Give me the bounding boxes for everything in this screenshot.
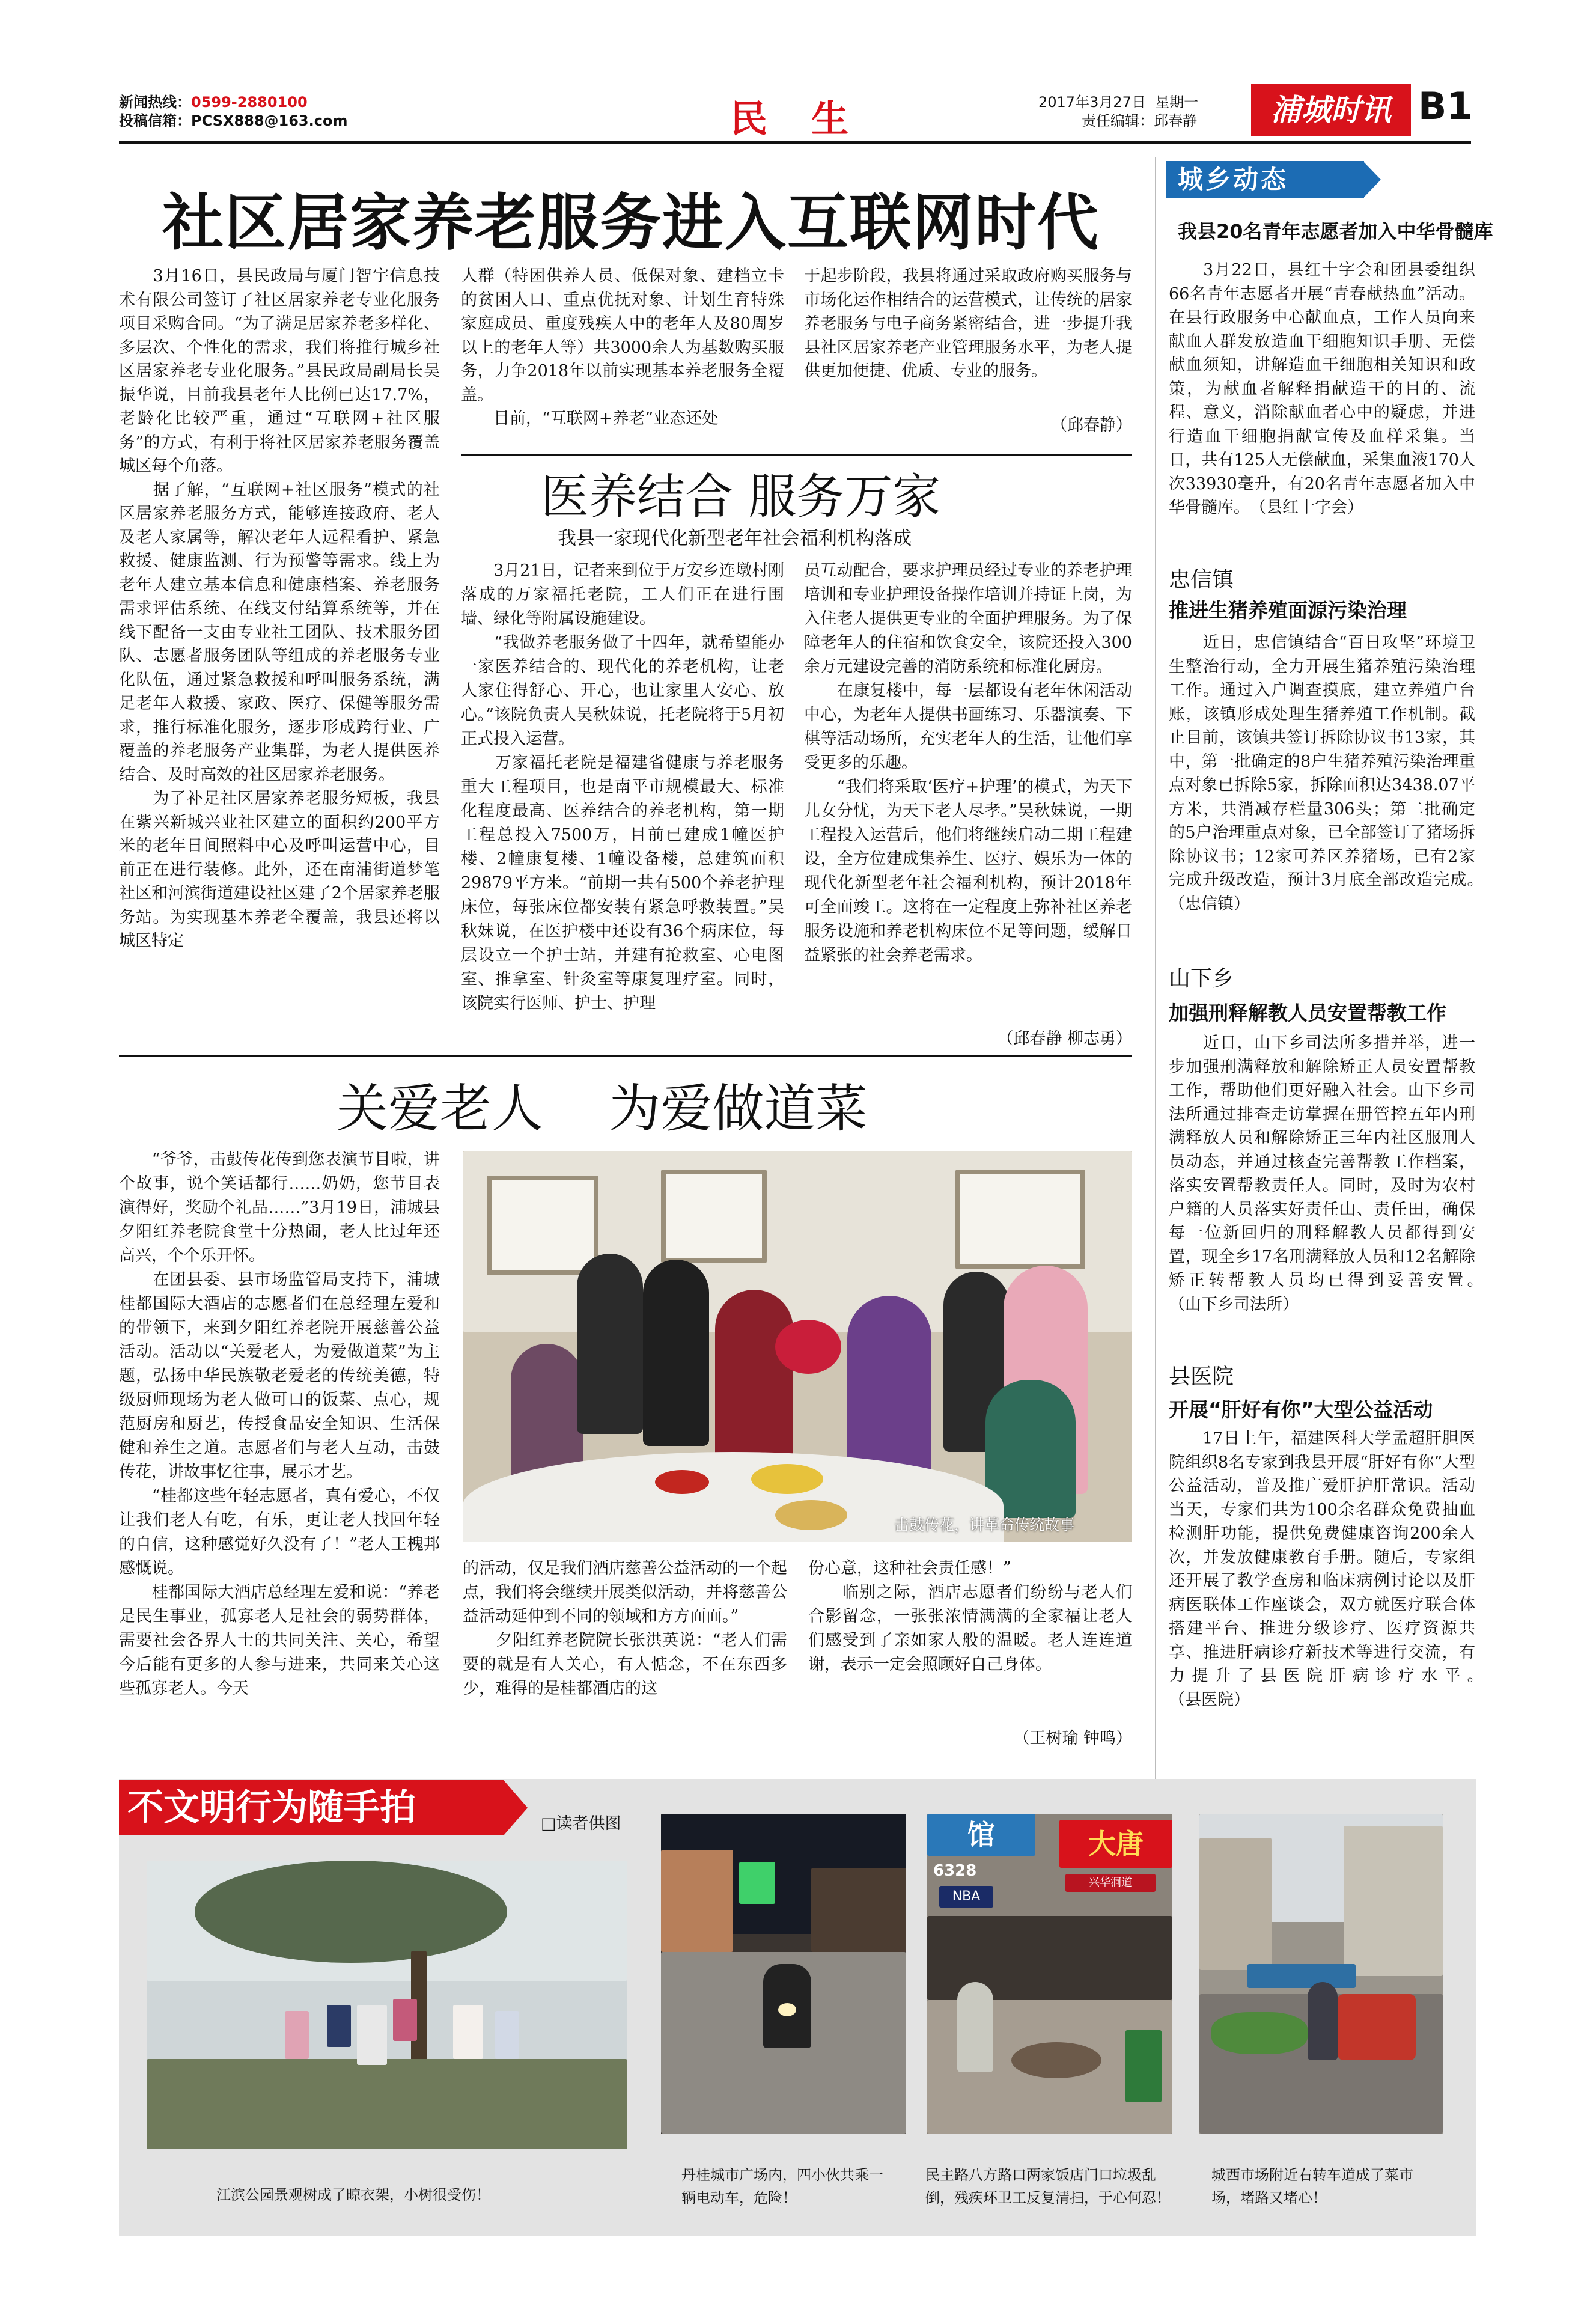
photo-night-square — [661, 1814, 906, 2134]
photo-night-square-caption: 丹桂城市广场内，四小伙共乘一辆电动车，危险！ — [681, 2167, 883, 2206]
article3-credit: （王树瑜 钟鸣） — [1013, 1729, 1132, 1748]
photo-window-mid — [661, 1170, 767, 1263]
sidebar-story1-body: 3月22日，县红十字会和团县委组织66名青年志愿者开展“青春献热血”活动。在县行政服务中心献血点，工作人员向来献血人群发放造血干细胞知识手册、无偿献血须知，讲解造血干细胞相关知识和政策，为献血者解释捐献造干的目的、流程、意义，消除献血者心中的疑虑，并进行造血干细胞捐献宣传及血样采集。当日，共有125人无偿献血，采集血液170人次33930毫升，有20名青年志愿者加入中华骨髓库。 （县红十字会） — [1169, 261, 1475, 517]
market-building-right — [1344, 1826, 1443, 1976]
article2-col2: 员互动配合，要求护理员经过专业的养老护理培训和专业护理设备操作培训并持证上岗，为入住老人提供更专业的全面护理服务。为了保障老年人的住宿和饮食安全，该院还投入300余万元建设完善的消防系统和标准化厨房。 在康复楼中，每一层都设有老年休闲活动中心，为老年人提供书画练习、乐器演奏、下棋等活动场所，充实老年人的生活，让他们享受更多的乐趣。 “我们将采取‘医疗+护理’的模式，为天下儿女分忧，为天下老人尽孝。”吴秋妹说，一期工程投入运营后，他们将继续启动二期工程建设，全方位建成集养生、医疗、娱乐为一体的现代化新型老年社会福利机构，预计2018年可全面竣工。这将在一定程度上弥补社区养老服务设施和养老机构床位不足等问题，缓解日益紧张的社会养老需求。 — [804, 561, 1132, 965]
article3-title: 关爱老人 为爱做道菜 — [337, 1079, 868, 1139]
shop-worker — [957, 1982, 993, 2072]
section-title: 民 生 — [730, 97, 855, 141]
hotline-number: 0599-2880100 — [191, 94, 308, 111]
weekday: 星期一 — [1155, 94, 1199, 111]
park-clothes-2 — [327, 2005, 351, 2047]
bottom-note: □读者供图 — [541, 1814, 621, 1833]
article1-col2: 人群（特困供养人员、低保对象、建档立卡的贫困人口、重点优抚对象、计划生育特殊家庭成员、重度残疾人中的老年人及80周岁以上的老年人等）共3000余人为基数购买服务，力争2018年以前实现基本养老服务全覆盖。 目前，“互联网+养老”业态还处 — [461, 267, 784, 428]
event-photo-caption: 击鼓传花，讲革命传统故事 — [894, 1516, 1075, 1534]
masthead-rule — [119, 141, 1471, 144]
market-canopy — [1247, 1964, 1356, 1988]
sidebar-story2-title: 推进生猪养殖面源污染治理 — [1169, 599, 1407, 622]
event-photo — [463, 1151, 1132, 1542]
shop-nba-sign: NBA — [939, 1886, 993, 1908]
article3-col1: “爷爷，击鼓传花传到您表演节目啦，讲个故事，说个笑话都行……奶奶，您节目表演得好，奖励个礼品……”3月19日，浦城县夕阳红养老院食堂十分热闹，老人比过年还高兴，个个乐开怀。 在团县委、县市场监管局支持下，浦城桂都国际大酒店的志愿者们在总经理左爱和的带领下，来到夕阳红养老院开展慈善公益活动。活动以“关爱老人，为爱做道菜”为主题，弘扬中华民族敬老爱老的传统美德，特级厨师现场为老人做可口的饭菜、点心，规范厨房和厨艺，传授食品安全知识、生活保健和养生之道。志愿者们与老人互动，击鼓传花，讲故事忆往事，展示才艺。 “桂都这些年轻志愿者，真有爱心，不仅让我们老人有吃，有乐，更让老人找回年轻的自信，这种感觉好久没有了！”老人王槐邦感慨说。 桂都国际大酒店总经理左爱和说：“养老是民生事业，孤寡老人是社会的弱势群体，需要社会各界人士的共同关注、关心，希望今后能有更多的人参与进来，共同来关心这些孤寡老人。今天 — [119, 1150, 440, 1698]
park-clothes-1 — [285, 2011, 309, 2059]
park-clothes-3 — [357, 2005, 387, 2065]
photo-restaurant-trash — [927, 1814, 1172, 2134]
email-label: 投稿信箱： — [119, 112, 191, 129]
market-person — [1308, 1982, 1338, 2060]
market-building-left — [1199, 1838, 1272, 1970]
photo-person-2 — [577, 1254, 643, 1434]
sidebar-story2-section: 忠信镇 — [1169, 567, 1234, 592]
night-building-2 — [811, 1868, 906, 1952]
sidebar-story3-body: 近日，山下乡司法所多措并举，进一步加强刑满释放和解除矫正人员安置帮教工作，帮助他们更好融入社会。山下乡司法所通过排查走访掌握在册管控五年内刑满释放人员和解除矫正三年内社区服刑人员动态，并通过核查完善帮教工作档案，落实安置帮教责任人。同时，及时为农村户籍的人员落实好责任山、责任田，确保每一位新回归的刑释解教人员都得到安置，现全乡17名刑满释放人员和12名解除矫正转帮教人员均已得到妥善安置。 （山下乡司法所） — [1169, 1034, 1524, 1314]
date-line — [1038, 90, 1198, 111]
photo-street-market-caption: 城西市场附近右转车道成了菜市场，堵路又堵心！ — [1211, 2167, 1413, 2206]
photo-person-5 — [847, 1296, 931, 1476]
shop-brand-sign: 兴华洞道 — [1065, 1874, 1156, 1892]
sidebar-header-tail — [1363, 161, 1381, 198]
sidebar-story1-title: 我县20名青年志愿者加入中华骨髓库 — [1178, 220, 1493, 243]
date: 2017年3月27日 — [1038, 94, 1146, 111]
sidebar-story3-section: 山下乡 — [1169, 966, 1234, 991]
article2-credit: （邱春静 柳志勇） — [997, 1029, 1132, 1048]
sidebar-story4-section: 县医院 — [1169, 1364, 1234, 1389]
column-divider-right — [1155, 157, 1156, 1780]
night-scooter-light — [778, 2003, 796, 2016]
photo-plate-snack — [775, 1500, 847, 1530]
shop-trash-pile — [1011, 2042, 1101, 2078]
article1-col1: 3月16日，县民政局与厦门智宇信息技术有限公司签订了社区居家养老专业化服务项目采购合同。“为了满足居家养老多样化、多层次、个性化的需求，我们将推行城乡社区居家养老专业化服务。”县民政局副局长吴振华说，目前我县老年人比例已达17.7%，老龄化比较严重，通过“互联网+社区服务”的方式，有利于将社区居家养老服务覆盖城区每个角落。 据了解，“互联网+社区服务”模式的社区居家养老服务方式，能够连接政府、老人及老人家属等，解决老年人远程看护、紧急救援、健康监测、行为预警等需求。线上为老年人建立基本信息和健康档案、养老服务需求评估系统、在线支付结算系统等，并在线下配备一支由专业社工团队、技术服务团队、志愿者服务团队等组成的养老服务专业化队伍，通过紧急救援和呼叫服务系统，满足老年人救援、家政、医疗、保健等服务需求，推行标准化服务，逐步形成跨行业、广覆盖的养老服务产业集群，为老人提供医养结合、及时高效的社区居家养老服务。 为了补足社区居家养老服务短板，我县在紫兴新城兴业社区建立的面积约200平方米的老年日间照料中心及呼叫运营中心，目前正在进行装修。此外，还在南浦街道梦笔社区和河滨街道建设社区建了2个居家养老服务站。为实现基本养老全覆盖，我县还将以城区特定 — [119, 267, 440, 950]
night-building-1 — [661, 1850, 733, 1952]
photo-person-4 — [715, 1290, 793, 1464]
park-clothes-4 — [393, 1999, 417, 2041]
hotline-label: 新闻热线： — [119, 94, 191, 111]
page-number: B1 — [1418, 84, 1473, 128]
photo-restaurant-trash-caption: 民主路八方路口两家饭店门口垃圾乱倒，残疾环卫工反复清扫，于心何忍！ — [925, 2167, 1171, 2206]
photo-street-market — [1199, 1814, 1443, 2134]
hotline — [119, 90, 308, 111]
park-clothes-6 — [495, 2011, 519, 2059]
photo-person-3 — [643, 1260, 709, 1446]
article1-credit: （邱春静） — [1051, 416, 1132, 435]
sidebar-story4-body: 17日上午，福建医科大学孟超肝胆医院组织8名专家到我县开展“肝好有你”大型公益活动，普及推广爱肝护肝常识。活动当天，专家们共为100余名群众免费抽血检测肝功能，提供免费健康咨询200余人次，并发放健康教育手册。随后，专家组还开展了教学查房和临床病例讨论以及肝病医联体工作座谈会，双方就医疗联合体搭建平台、推进分级诊疗、医疗资源共享、推进肝病诊疗新技术等进行交流，有力提升了县医院肝病诊疗水平。 （县医院） — [1169, 1429, 1556, 1709]
photo-window-right — [955, 1170, 1085, 1269]
article3-col3: 份心意，这种社会责任感！” 临别之际，酒店志愿者们纷纷与老人们合影留念，一张张浓情满满的全家福让老人们感受到了亲如家人般的温暖。老人连连道谢，表示一定会照顾好自己身体。 — [808, 1559, 1132, 1674]
section-divider-1 — [119, 1055, 1132, 1057]
article2-title: 医养结合 服务万家 — [541, 469, 941, 525]
bottom-title: 不文明行为随手拍 — [119, 1780, 504, 1835]
article2-col1: 3月21日，记者来到位于万安乡连墩村刚落成的万家福托老院，工人们正在进行围墙、绿化等附属设施建设。 “我做养老服务做了十四年，就希望能办一家医养结合的、现代化的养老机构，让老人家住得舒心、开心，也让家里人安心、放心。”该院负责人吴秋妹说，托老院将于5月初正式投入运营。 万家福托老院是福建省健康与养老服务重大工程项目，也是南平市规模最大、标准化程度最高、医养结合的养老机构，第一期工程总投入7500万，目前已建成1幢医护楼、2幢康复楼、1幢设备楼，总建筑面积29879平方米。“前期一共有500个养老护理床位，每张床位都安装有紧急呼救装置。”吴秋妹说，在医护楼中还设有36个病床位，每层设立一个护士站，并建有抢救室、心电图室、推拿室、针灸室等康复理疗室。同时，该院实行医师、护士、护理 — [461, 561, 784, 1013]
email — [119, 109, 347, 130]
market-tricycle — [1338, 1994, 1416, 2060]
editor-line — [1082, 109, 1197, 130]
photo-plate-tomato — [655, 1470, 709, 1494]
sidebar-story4-title: 开展“肝好有你”大型公益活动 — [1169, 1398, 1433, 1421]
sidebar-header: 城乡动态 — [1166, 161, 1364, 198]
park-tree-canopy — [195, 1861, 507, 1963]
editor-label: 责任编辑： — [1082, 112, 1154, 129]
photo-flowers — [775, 1320, 841, 1374]
article1-col3: 于起步阶段，我县将通过采取政府购买服务与市场化运作相结合的运营模式，让传统的居家养老服务与电子商务紧密结合，进一步提升我县社区居家养老产业管理服务水平，为老人提供更加便捷、优质、专业的服务。 — [804, 267, 1132, 380]
shop-sign-left: 馆 — [927, 1814, 1035, 1856]
market-vegetables — [1211, 2012, 1308, 2054]
park-clothes-5 — [453, 2005, 483, 2059]
photo-plate-fruit — [751, 1464, 823, 1494]
night-sign-green — [739, 1862, 775, 1904]
email-address: PCSX888@163.com — [191, 112, 348, 129]
sidebar-story2-body: 近日，忠信镇结合“百日攻坚”环境卫生整治行动，全力开展生猪养殖污染治理工作。通过入户调查摸底，建立养殖户台账，该镇形成处理生猪养殖工作机制。截止目前，该镇共签订拆除协议书13家，其中，第一批确定的8户生猪养殖污染治理重点对象已拆除5家，拆除面积达3438.07平方米，共消减存栏量306头；第二批确定的5户治理重点对象，已全部签订了猪场拆除协议书；12家可养区养猪场，已有2家完成升级改造，预计3月底全部改造完成。 （忠信镇） — [1169, 633, 1508, 914]
article2-subtitle: 我县一家现代化新型老年社会福利机构落成 — [558, 528, 912, 549]
article3-col2: 的活动，仅是我们酒店慈善公益活动的一个起点，我们将会继续开展类似活动，并将慈善公益活动延伸到不同的领域和方方面面。” 夕阳红养老院院长张洪英说：“老人们需要的就是有人关心，有人惦念，不在东西多少，难得的是桂都酒店的这 — [463, 1559, 787, 1698]
article1-divider — [461, 454, 1132, 456]
shop-phone-number: 6328 — [933, 1862, 977, 1880]
shop-bin — [1125, 2030, 1162, 2102]
photo-park-tree-caption: 江滨公园景观树成了晾衣架，小树很受伤！ — [216, 2186, 490, 2203]
sidebar-story3-title: 加强刑释解教人员安置帮教工作 — [1169, 1001, 1446, 1025]
bottom-title-tail — [504, 1780, 528, 1835]
photo-window-left — [487, 1176, 598, 1275]
article1-title: 社区居家养老服务进入互联网时代 — [162, 188, 1100, 259]
logo: 浦城时讯 — [1251, 84, 1411, 136]
park-ground — [147, 2059, 627, 2149]
shop-sign-right: 大唐 — [1059, 1820, 1172, 1868]
photo-park-tree — [147, 1861, 627, 2149]
editor-name: 邱春静 — [1154, 112, 1197, 129]
